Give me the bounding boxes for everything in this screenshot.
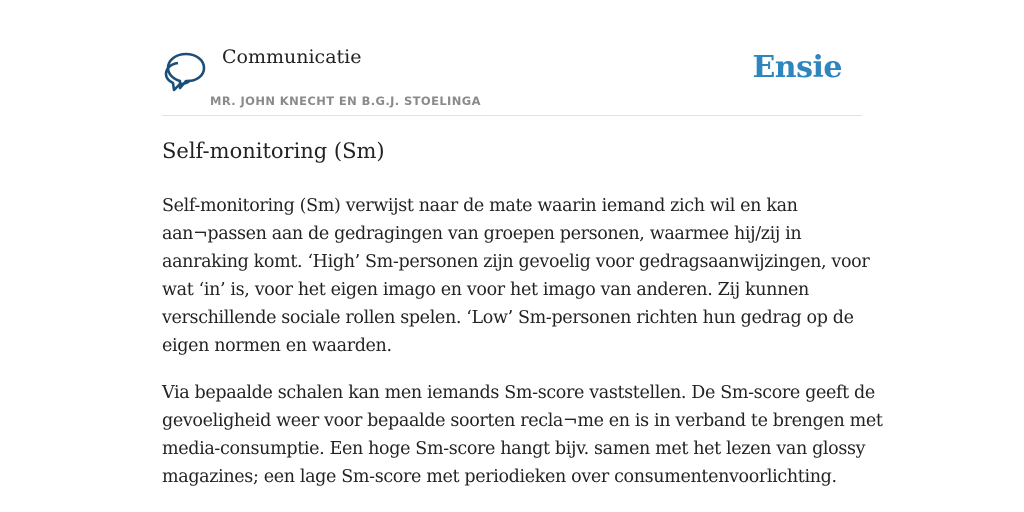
text-line: gevoeligheid weer voor bepaalde soorten recla¬me en is in verband te brengen met bbox=[162, 411, 883, 431]
paragraph-2 bbox=[162, 379, 883, 491]
text-line: verschillende sociale rollen spelen. ‘Low’ Sm-personen richten hun gedrag op de bbox=[162, 308, 854, 328]
text-line: aanraking komt. ‘High’ Sm-personen zijn gevoelig voor gedragsaanwijzingen, voor bbox=[162, 252, 870, 272]
text-line: Self-monitoring (Sm) verwijst naar de mate waarin iemand zich wil en kan bbox=[162, 196, 798, 216]
text-line: eigen normen en waarden. bbox=[162, 336, 392, 356]
text-line: wat ‘in’ is, voor het eigen imago en voor het imago van anderen. Zij kunnen bbox=[162, 280, 809, 300]
brand-logo[interactable]: Ensie bbox=[752, 50, 842, 85]
text-line: magazines; een lage Sm-score met periodieken over consumentenvoorlichting. bbox=[162, 467, 837, 487]
text-line: Via bepaalde schalen kan men iemands Sm-score vaststellen. De Sm-score geeft de bbox=[162, 383, 875, 403]
text-line: aan¬passen aan de gedragingen van groepen personen, waarmee hij/zij in bbox=[162, 224, 802, 244]
speech-bubbles-icon bbox=[164, 50, 210, 94]
category-label[interactable]: Communicatie bbox=[222, 46, 362, 68]
article-title: Self-monitoring (Sm) bbox=[162, 139, 385, 163]
paragraph-1 bbox=[162, 192, 872, 360]
text-line: media-consumptie. Een hoge Sm-score hangt bijv. samen met het lezen van glossy bbox=[162, 439, 866, 459]
article-header bbox=[162, 42, 862, 116]
author-byline: MR. JOHN KNECHT EN B.G.J. STOELINGA bbox=[210, 94, 481, 108]
